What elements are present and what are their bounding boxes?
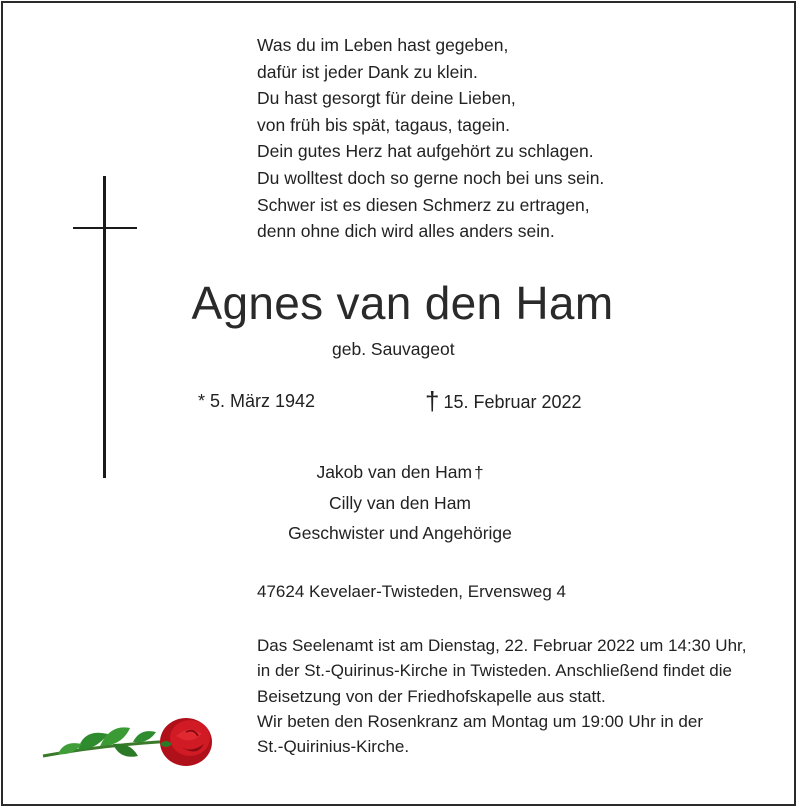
mourner-line: Cilly van den Ham: [329, 493, 471, 513]
mourners: [0, 457, 800, 548]
notice-line: Beisetzung von der Friedhofskapelle aus statt.: [257, 686, 606, 706]
dagger-icon: †: [425, 386, 440, 416]
notice-line: in der St.-Quirinus-Kirche in Twisteden. Anschließend findet die: [257, 661, 732, 681]
death-date: 15. Februar 2022: [443, 392, 582, 412]
deceased-name: Agnes van den Ham: [191, 277, 614, 329]
mourner-name: Jakob van den Ham: [316, 462, 473, 482]
birth-name: geb. Sauvageot: [332, 339, 455, 359]
poem-line: Du wolltest doch so gerne noch bei uns sein.: [257, 167, 605, 188]
address: 47624 Kevelaer-Twisteden, Ervensweg 4: [257, 582, 567, 601]
poem-line: denn ohne dich wird alles anders sein.: [257, 221, 555, 242]
birth-date: * 5. März 1942: [198, 391, 316, 411]
notice-line: St.-Quirinius-Kirche.: [257, 737, 410, 757]
poem-line: Schwer ist es diesen Schmerz zu ertragen,: [257, 194, 590, 215]
poem-line: Dein gutes Herz hat aufgehört zu schlagen.: [257, 141, 594, 162]
mourner-line: Geschwister und Angehörige: [288, 523, 512, 543]
death-date-line: [425, 386, 582, 417]
poem-line: von früh bis spät, tagaus, tagein.: [257, 114, 510, 135]
poem-line: dafür ist jeder Dank zu klein.: [257, 61, 478, 82]
poem: [257, 32, 604, 245]
mourner-line: [0, 457, 800, 488]
poem-line: Was du im Leben hast gegeben,: [257, 35, 509, 55]
notice-line: Das Seelenamt ist am Dienstag, 22. Februar 2022 um 14:30 Uhr,: [257, 636, 747, 655]
dagger-icon: †: [474, 463, 484, 482]
poem-line: Du hast gesorgt für deine Lieben,: [257, 88, 516, 109]
funeral-notice: [257, 633, 746, 759]
notice-line: Wir beten den Rosenkranz am Montag um 19:00 Uhr in der: [257, 711, 704, 731]
rose-icon: [38, 698, 218, 778]
cross-horizontal-bar: [73, 227, 137, 229]
